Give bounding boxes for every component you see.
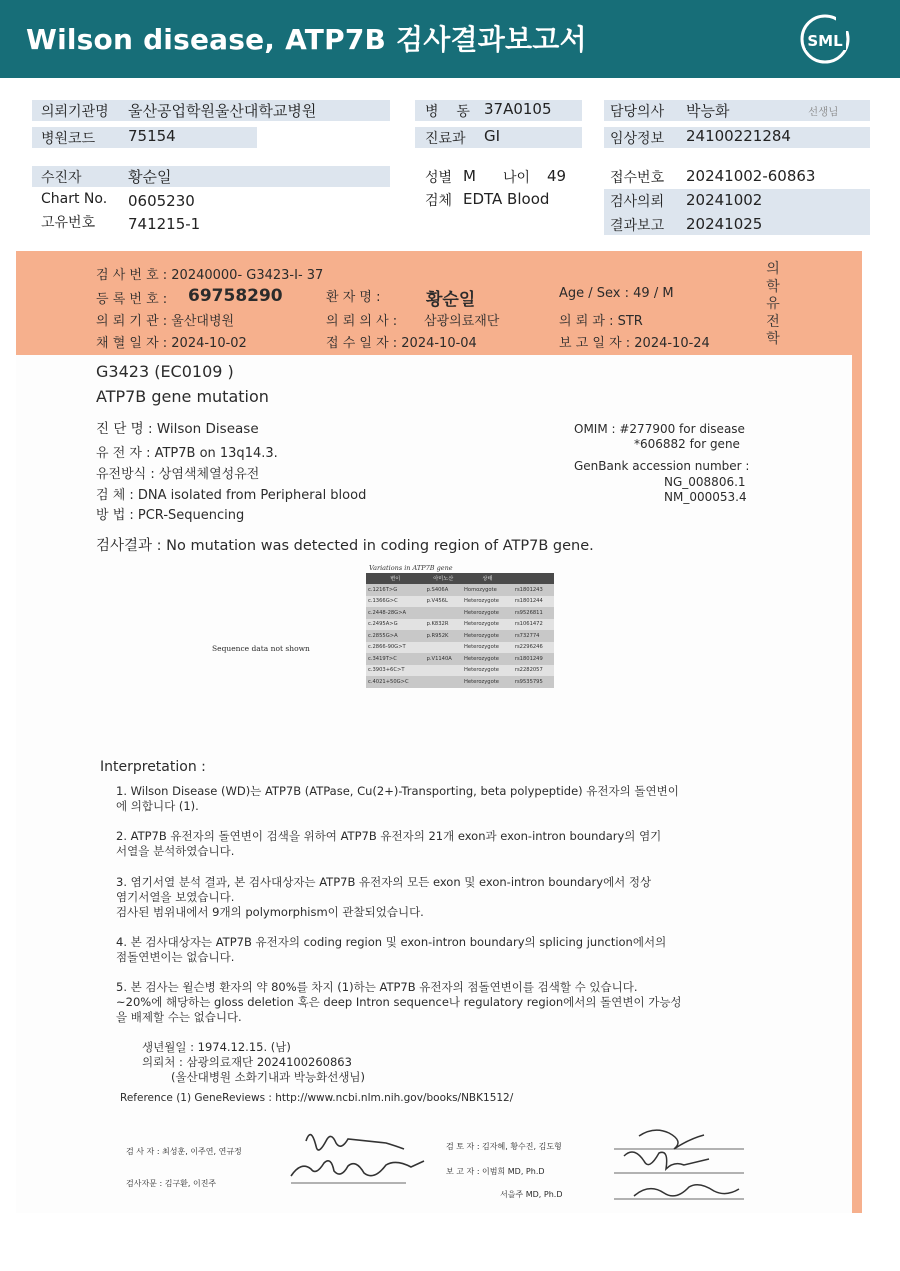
specimen-value: EDTA Blood xyxy=(463,190,550,208)
hospital-value: 울산공업학원울산대학교병원 xyxy=(128,102,317,120)
clinical-value: 24100221284 xyxy=(686,127,791,145)
variation-cell: rs1801243 xyxy=(513,584,554,596)
examiner-signature xyxy=(286,1121,426,1196)
id-label: 고유번호 xyxy=(41,215,96,231)
variation-cell: c.3903+6C>T xyxy=(366,665,425,677)
method: 방 법 : PCR-Sequencing xyxy=(96,508,245,523)
variation-cell: c.2855G>A xyxy=(366,630,425,642)
receipt-date: 접 수 일 자 : 2024-10-04 xyxy=(326,336,477,351)
report-header-bar xyxy=(0,0,900,78)
variation-row xyxy=(366,607,554,619)
interp-line: 점돌연변이는 없습니다. xyxy=(116,950,235,964)
variation-cell: p.S406A xyxy=(425,584,462,596)
var-header: 변이 xyxy=(366,573,425,584)
interp-line: 5. 본 검사는 윌슨병 환자의 약 80%를 차지 (1)하는 ATP7B 유전자의 점돌연변이를 검색할 수 있습니다. xyxy=(116,980,638,994)
variation-cell: Homozygote xyxy=(462,584,513,596)
chart-label: Chart No. xyxy=(41,191,108,207)
receipt-value: 20241002-60863 xyxy=(686,167,816,185)
variation-cell: Heterozygote xyxy=(462,653,513,665)
receipt-label: 접수번호 xyxy=(610,170,665,186)
variation-cell: Heterozygote xyxy=(462,619,513,631)
request-label: 검사의뢰 xyxy=(610,194,665,210)
reg-no-label: 등 록 번 호 : xyxy=(96,292,168,307)
test-number: 검 사 번 호 : 20240000- G3423-I- 37 xyxy=(96,268,324,283)
reporter: 보 고 자 : 이범희 MD, Ph.D xyxy=(446,1167,545,1176)
variation-cell: Heterozygote xyxy=(462,665,513,677)
specimen: 검 체 : DNA isolated from Peripheral blood xyxy=(96,488,367,503)
var-header: 상태 xyxy=(462,573,513,584)
variation-cell: rs1801249 xyxy=(513,653,554,665)
interp-line: ~20%에 해당하는 gloss deletion 혹은 deep Intron sequence나 regulatory region에서의 돌연변이 가능성 xyxy=(116,995,682,1009)
svg-text:SML: SML xyxy=(807,32,843,50)
variation-cell: rs9526811 xyxy=(513,607,554,619)
age-label: 나이 xyxy=(503,170,531,186)
dept-value: GI xyxy=(484,127,501,145)
specimen-label: 검체 xyxy=(425,193,453,209)
reporter-2: 서을주 MD, Ph.D xyxy=(500,1190,563,1199)
patient-value: 황순일 xyxy=(128,168,172,186)
variation-cell: c.3419T>C xyxy=(366,653,425,665)
reg-no: 69758290 xyxy=(188,286,283,306)
variation-cell xyxy=(425,676,462,688)
result: 검사결과 : No mutation was detected in coding region of ATP7B gene. xyxy=(96,538,594,554)
var-header xyxy=(513,573,554,584)
ward-label: 병 동 xyxy=(425,104,470,120)
variation-cell: rs2296246 xyxy=(513,642,554,654)
variation-cell: Heterozygote xyxy=(462,607,513,619)
genbank-ng: NG_008806.1 xyxy=(664,475,746,489)
variation-cell: rs2282057 xyxy=(513,665,554,677)
variation-cell: p.V1140A xyxy=(425,653,462,665)
reviewer: 검 토 자 : 김자혜, 황수진, 김도형 xyxy=(446,1142,562,1151)
report-date-value: 20241025 xyxy=(686,215,763,233)
variation-row xyxy=(366,630,554,642)
interp-line: 에 의합니다 (1). xyxy=(116,799,199,813)
report-date: 보 고 일 자 : 2024-10-24 xyxy=(559,336,710,351)
age-value: 49 xyxy=(547,167,567,185)
variation-cell xyxy=(425,665,462,677)
variation-cell: c.2866-90G>T xyxy=(366,642,425,654)
age-sex: Age / Sex : 49 / M xyxy=(559,286,674,301)
client-detail: (울산대병원 소화기내과 박능화선생님) xyxy=(171,1070,366,1084)
sex-label: 성별 xyxy=(425,170,453,186)
omim-disease: OMIM : #277900 for disease xyxy=(574,422,745,436)
variation-cell: Heterozygote xyxy=(462,676,513,688)
gene: 유 전 자 : ATP7B on 13q14.3. xyxy=(96,446,278,461)
request-dept: 의 뢰 과 : STR xyxy=(559,314,643,329)
interp-line: 4. 본 검사대상자는 ATP7B 유전자의 coding region 및 exon-intron boundary의 splicing junction에서의 xyxy=(116,935,667,949)
interp-line: 1. Wilson Disease (WD)는 ATP7B (ATPase, Cu(2+)-Transporting, beta polypeptide) 유전자의 돌연변이 xyxy=(116,784,679,798)
variation-row xyxy=(366,619,554,631)
variation-cell xyxy=(425,642,462,654)
patient-name-label: 환 자 명 : xyxy=(326,290,381,305)
dept-label: 진료과 xyxy=(425,131,466,147)
variation-row xyxy=(366,584,554,596)
request-value: 20241002 xyxy=(686,191,763,209)
patient-name: 황순일 xyxy=(426,290,476,310)
variation-cell: c.4021+50G>C xyxy=(366,676,425,688)
variation-cell: c.2448-28G>A xyxy=(366,607,425,619)
interp-line: 3. 염기서열 분석 결과, 본 검사대상자는 ATP7B 유전자의 모든 exon 및 exon-intron boundary에서 정상 xyxy=(116,875,652,889)
variation-cell: p.K832R xyxy=(425,619,462,631)
genbank-nm: NM_000053.4 xyxy=(664,490,747,504)
variation-cell: p.V456L xyxy=(425,596,462,608)
variation-cell: rs732774 xyxy=(513,630,554,642)
scan-side-band xyxy=(852,251,862,1213)
doctor-label: 담당의사 xyxy=(610,104,665,120)
variation-table-image xyxy=(366,564,556,716)
variation-row xyxy=(366,642,554,654)
band-patient xyxy=(32,166,390,187)
doctor-suffix: 선생님 xyxy=(808,106,839,118)
variation-cell: c.1366G>C xyxy=(366,596,425,608)
code-label: 병원코드 xyxy=(41,131,96,147)
variation-row xyxy=(366,676,554,688)
collect-date: 채 혈 일 자 : 2024-10-02 xyxy=(96,336,247,351)
reviewer-signature xyxy=(614,1121,754,1211)
patient-label: 수진자 xyxy=(41,170,82,186)
variation-table-body xyxy=(366,584,554,688)
variation-row xyxy=(366,596,554,608)
interp-line: 서열을 분석하였습니다. xyxy=(116,844,235,858)
variation-cell: Heterozygote xyxy=(462,642,513,654)
variation-table-title: Variations in ATP7B gene xyxy=(369,564,453,572)
request-doctor-label: 의 뢰 의 사 : xyxy=(326,314,398,329)
request-doctor: 삼광의료재단 xyxy=(424,314,500,329)
doctor-value: 박능화 xyxy=(686,102,730,120)
chart-value: 0605230 xyxy=(128,192,195,210)
interpretation-title: Interpretation : xyxy=(100,759,206,775)
genetics-vertical-label: 의 학 유 전 학 xyxy=(766,261,780,347)
hospital-label: 의뢰기관명 xyxy=(41,104,109,120)
variation-cell: Heterozygote xyxy=(462,596,513,608)
scanned-report xyxy=(16,251,862,1213)
client: 의뢰처 : 삼광의료재단 2024100260863 xyxy=(142,1055,352,1069)
genbank-label: GenBank accession number : xyxy=(574,459,750,473)
variation-cell: Heterozygote xyxy=(462,630,513,642)
variation-row xyxy=(366,665,554,677)
sex-value: M xyxy=(463,167,476,185)
clinical-label: 임상정보 xyxy=(610,131,665,147)
sequence-note: Sequence data not shown xyxy=(212,644,310,653)
variation-cell: c.2495A>G xyxy=(366,619,425,631)
test-code: G3423 (EC0109 ) xyxy=(96,362,234,381)
examiner-advisor: 검사자문 : 김구환, 이진주 xyxy=(126,1179,217,1188)
variation-cell: rs9535795 xyxy=(513,676,554,688)
interp-line: 염기서열을 보였습니다. xyxy=(116,890,235,904)
interp-line: 검사된 범위내에서 9개의 polymorphism이 관찰되었습니다. xyxy=(116,905,424,919)
variation-cell: c.1216T>G xyxy=(366,584,425,596)
report-date-label: 결과보고 xyxy=(610,218,665,234)
interp-line: 을 배제할 수는 없습니다. xyxy=(116,1010,242,1024)
birth-date: 생년월일 : 1974.12.15. (남) xyxy=(142,1040,291,1054)
variation-table xyxy=(366,573,554,688)
ward-value: 37A0105 xyxy=(484,100,552,118)
var-header: 아미노산 xyxy=(425,573,462,584)
variation-cell: rs1801244 xyxy=(513,596,554,608)
variation-row xyxy=(366,653,554,665)
variation-cell xyxy=(425,607,462,619)
omim-gene: *606882 for gene xyxy=(634,437,740,451)
report-title: Wilson disease, ATP7B 검사결과보고서 xyxy=(26,23,587,56)
variation-cell: rs1061472 xyxy=(513,619,554,631)
test-name: ATP7B gene mutation xyxy=(96,387,269,406)
interp-line: 2. ATP7B 유전자의 돌연변이 검색을 위하여 ATP7B 유전자의 21개 exon과 exon-intron boundary의 염기 xyxy=(116,829,662,843)
sml-logo xyxy=(798,12,852,66)
variation-cell: p.R952K xyxy=(425,630,462,642)
examiner: 검 사 자 : 최성훈, 이주연, 연규정 xyxy=(126,1147,242,1156)
code-value: 75154 xyxy=(128,127,176,145)
diagnosis: 진 단 명 : Wilson Disease xyxy=(96,421,259,437)
reference: Reference (1) GeneReviews : http://www.ncbi.nlm.nih.gov/books/NBK1512/ xyxy=(120,1092,514,1104)
request-institution: 의 뢰 기 관 : 울산대병원 xyxy=(96,314,235,329)
id-value: 741215-1 xyxy=(128,215,201,233)
inheritance: 유전방식 : 상염색체열성유전 xyxy=(96,467,260,482)
